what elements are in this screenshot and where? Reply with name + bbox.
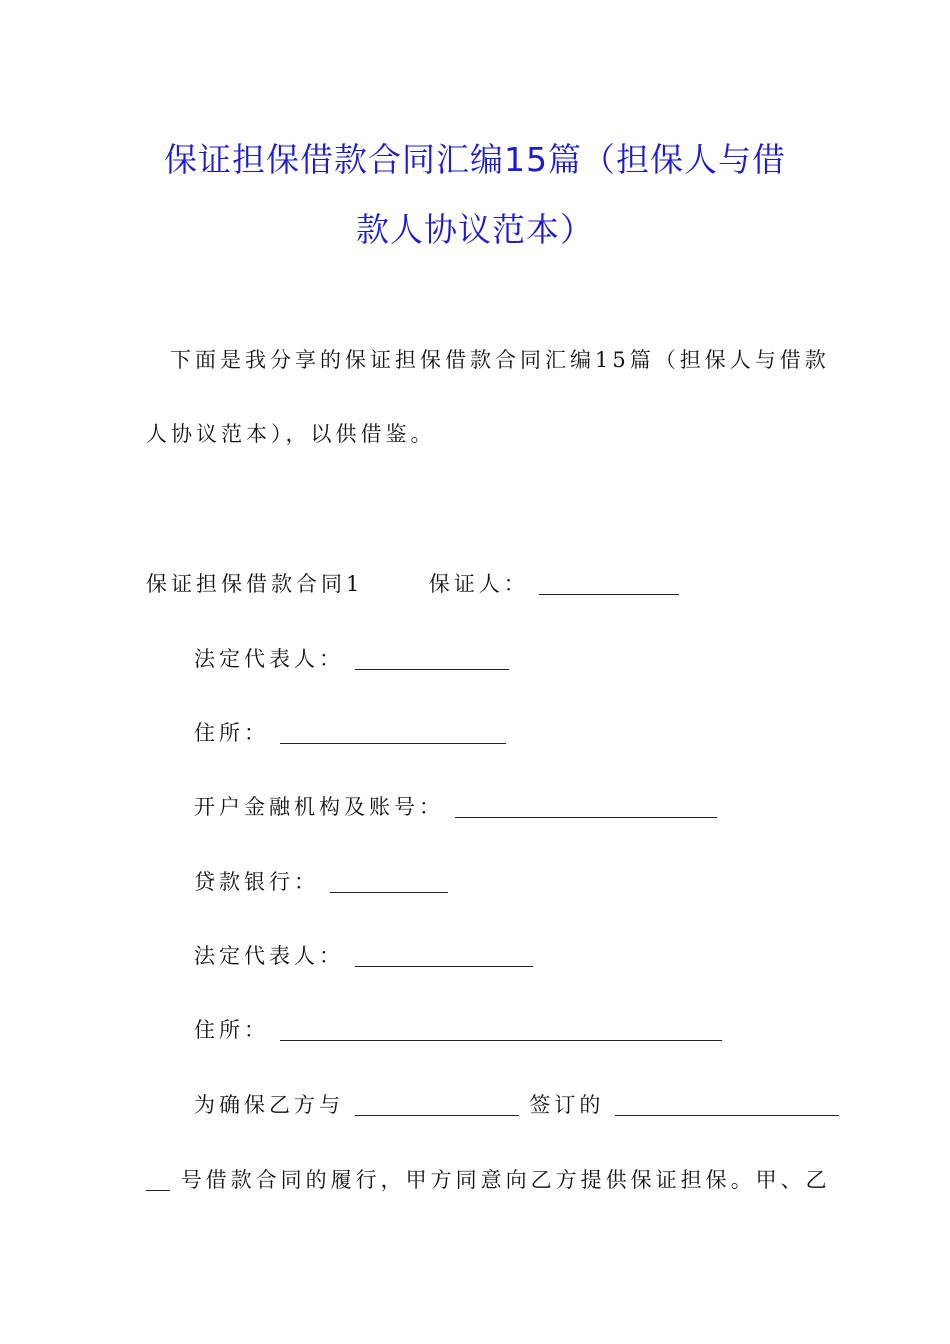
guarantor-blank	[539, 574, 679, 595]
contract-number-blank-cont	[146, 1170, 170, 1191]
contract-heading-row	[146, 570, 679, 598]
document-title-line-2: 款人协议范本）	[356, 210, 594, 249]
legal-rep-row-2	[194, 942, 533, 970]
address-blank-2	[280, 1020, 722, 1041]
paragraph-1-line-1	[194, 1091, 839, 1119]
legal-rep-label-2: 法定代表人：	[194, 944, 344, 968]
address-row-2	[194, 1016, 722, 1044]
para1-start: 为确保乙方与	[194, 1093, 344, 1117]
legal-rep-row-1	[194, 645, 509, 673]
party-blank	[355, 1095, 519, 1116]
lender-blank	[330, 872, 448, 893]
address-row-1	[194, 719, 506, 747]
document-title-line-1: 保证担保借款合同汇编15篇（担保人与借	[164, 140, 786, 179]
legal-rep-blank-1	[355, 649, 509, 670]
legal-rep-blank-2	[355, 946, 533, 967]
legal-rep-label-1: 法定代表人：	[194, 647, 344, 671]
guarantor-label: 保证人：	[428, 572, 529, 596]
para1-mid: 签订的	[529, 1093, 605, 1117]
lender-label: 贷款银行：	[194, 870, 319, 894]
address-label-1: 住所：	[194, 721, 269, 745]
bank-account-row	[194, 793, 717, 821]
intro-line-2: 人协议范本），以供借鉴。	[146, 422, 436, 446]
address-label-2: 住所：	[194, 1018, 269, 1042]
bank-account-label: 开户金融机构及账号：	[194, 795, 444, 819]
para1-cont: 号借款合同的履行，甲方同意向乙方提供保证担保。甲、乙	[180, 1168, 831, 1192]
contract-heading: 保证担保借款合同1	[146, 572, 364, 596]
lender-row	[194, 868, 448, 896]
intro-line-1: 下面是我分享的保证担保借款合同汇编15篇（担保人与借款	[170, 348, 830, 372]
paragraph-1-line-2	[146, 1166, 831, 1194]
bank-account-blank	[455, 797, 717, 818]
contract-number-blank	[615, 1095, 839, 1116]
address-blank-1	[280, 723, 506, 744]
